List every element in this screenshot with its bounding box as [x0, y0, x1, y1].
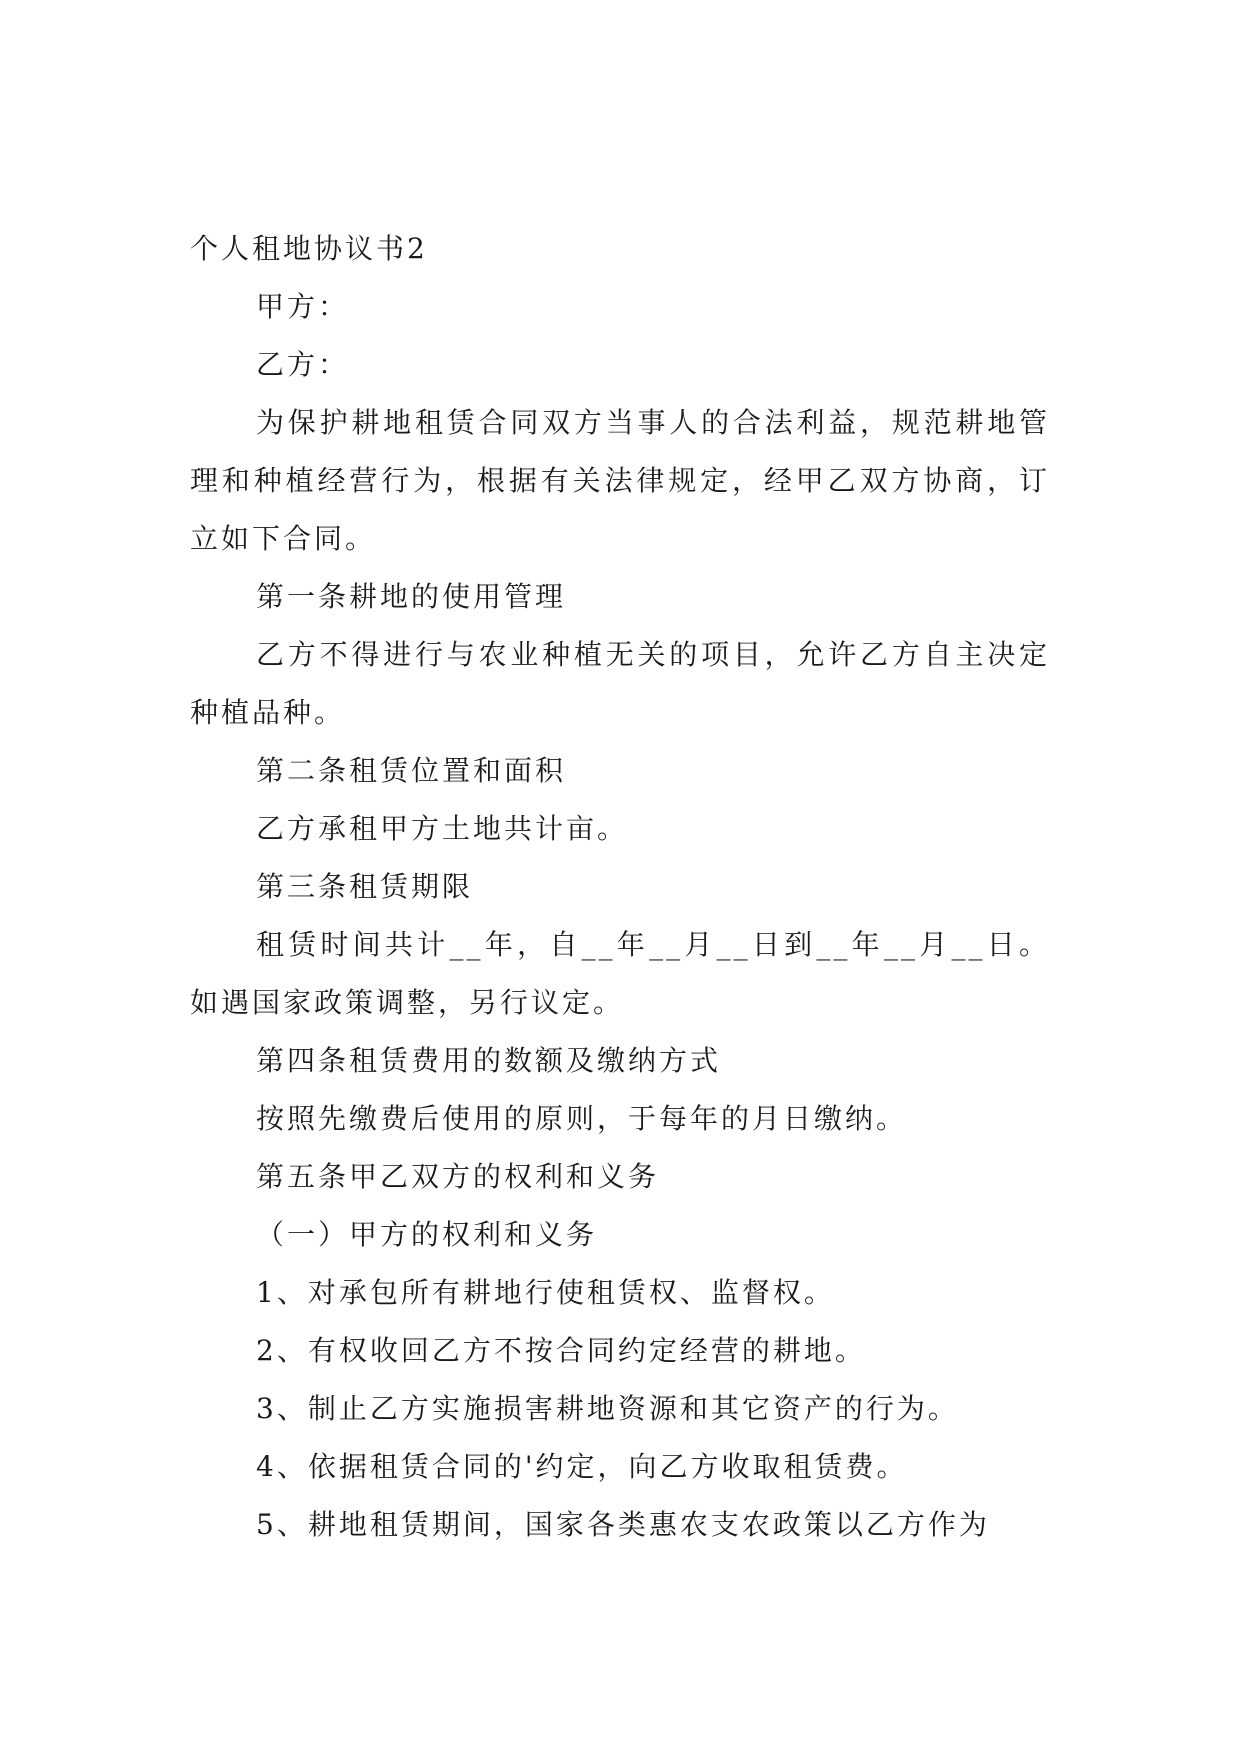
- article-2-body: 乙方承租甲方土地共计亩。: [256, 812, 629, 845]
- document-title: 个人租地协议书2: [190, 232, 428, 265]
- list-item: 3、制止乙方实施损害耕地资源和其它资产的行为。: [256, 1392, 959, 1425]
- party-a-label: 甲方：: [256, 290, 350, 323]
- article-3-heading: 第三条租赁期限: [256, 870, 474, 903]
- list-item: 5、耕地租赁期间，国家各类惠农支农政策以乙方作为: [256, 1508, 990, 1541]
- article-2-heading: 第二条租赁位置和面积: [256, 754, 567, 787]
- list-item: 2、有权收回乙方不按合同约定经营的耕地。: [256, 1334, 866, 1367]
- article-1-heading: 第一条耕地的使用管理: [256, 580, 567, 613]
- intro-paragraph: 为保护耕地租赁合同双方当事人的合法利益，规范耕地管理和种植经营行为，根据有关法律规定，经甲乙双方协商，订立如下合同。: [190, 406, 1050, 555]
- article-3-body: 租赁时间共计__年，自__年__月__日到__年__月__日。如遇国家政策调整，另行议定。: [190, 928, 1050, 1019]
- document-body: [190, 220, 1060, 1554]
- article-5-heading: 第五条甲乙双方的权利和义务: [256, 1160, 660, 1193]
- list-item: 4、依据租赁合同的'约定，向乙方收取租赁费。: [256, 1450, 908, 1483]
- article-4-body: 按照先缴费后使用的原则，于每年的月日缴纳。: [256, 1102, 908, 1135]
- article-5-subheading: （一）甲方的权利和义务: [256, 1218, 598, 1251]
- list-item: 1、对承包所有耕地行使租赁权、监督权。: [256, 1276, 835, 1309]
- article-1-body: 乙方不得进行与农业种植无关的项目，允许乙方自主决定种植品种。: [190, 638, 1050, 729]
- article-4-heading: 第四条租赁费用的数额及缴纳方式: [256, 1044, 722, 1077]
- party-b-label: 乙方：: [256, 348, 350, 381]
